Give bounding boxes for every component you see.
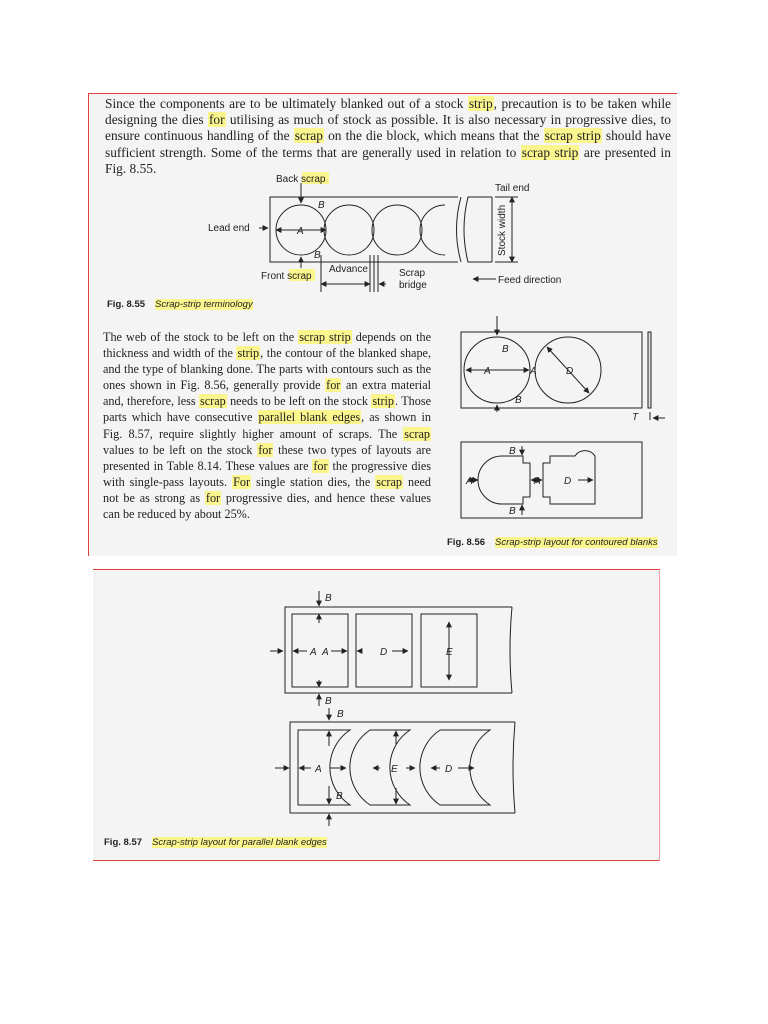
- svg-text:B: B: [515, 395, 522, 406]
- contoured-blank: [478, 456, 530, 504]
- web-paragraph: The web of the stock to be left on the scrap strip depends on the thickness and width of the strip, the contour of the blanked shape, and the type of blanking done. The parts with contours such as the ones shown in Fig. 8.56, generally provide for an extra material and, therefore, less scrap needs to be left on the stock strip. Those parts which have consecutive parallel blank edges, as shown in Fig. 8.57, require slightly higher amount of scraps. The scrap values to be left on the stock for these two types of layouts are presented in Table 8.14. These values are for the progressive dies with single-pass layouts. For single station dies, the scrap need not be as strong as for progressive dies, and hence these values can be reduced by about 25%.: [103, 330, 432, 522]
- fig-855-labels: [208, 172, 561, 291]
- blank-circle: [324, 205, 374, 255]
- feed-direction-label: Feed direction: [498, 275, 562, 286]
- svg-text:D: D: [564, 476, 572, 487]
- svg-text:B: B: [314, 250, 321, 261]
- svg-text:B: B: [325, 696, 332, 707]
- svg-text:T: T: [632, 412, 639, 423]
- svg-text:A: A: [322, 647, 329, 658]
- scrap-bridge-label: Scrap: [399, 268, 426, 279]
- fig-855-caption: Fig. 8.55 Scrap-strip terminology: [107, 299, 253, 310]
- crescent-blank: [420, 730, 490, 805]
- advance-label: Advance: [329, 264, 368, 275]
- svg-text:D: D: [566, 366, 574, 377]
- highlight: scrap strip: [521, 144, 579, 160]
- svg-text:A: A: [310, 647, 317, 658]
- svg-text:B: B: [336, 791, 343, 802]
- svg-text:B: B: [337, 709, 344, 720]
- svg-text:E: E: [446, 647, 453, 658]
- svg-text:E: E: [391, 764, 398, 775]
- svg-text:A: A: [297, 226, 304, 237]
- svg-text:A: A: [530, 366, 537, 377]
- fig-857-diagram: [270, 591, 515, 826]
- highlight: scrap strip: [544, 128, 601, 144]
- tail-end-label: Tail end: [495, 183, 530, 194]
- fig-857-labels: [309, 593, 453, 802]
- svg-text:B: B: [325, 593, 332, 604]
- blank-circle: [372, 205, 422, 255]
- svg-text:A: A: [534, 476, 541, 487]
- svg-text:A: A: [315, 764, 322, 775]
- svg-text:B: B: [318, 200, 325, 211]
- scrap-bridge-label: bridge: [399, 280, 427, 291]
- fig-857-caption: Fig. 8.57 Scrap-strip layout for parallel blank edges: [104, 837, 327, 848]
- svg-text:D: D: [445, 764, 453, 775]
- highlight: for: [208, 112, 225, 128]
- strip-outline: [461, 442, 642, 518]
- highlight: scrap: [294, 128, 323, 144]
- fig-856-caption: Fig. 8.56 Scrap-strip layout for contoured blanks: [447, 537, 658, 548]
- highlight: strip: [468, 96, 493, 111]
- svg-text:B: B: [509, 446, 516, 457]
- intro-paragraph: Since the components are to be ultimately blanked out of a stock strip, precaution is to be taken while designing the dies for utilising as much of stock as possible. It is also necessary in progressive dies, to ensure continuous handling of the scrap on the die block, which means that the scrap strip should have sufficient strength. Some of the terms that are generally used in relation to scrap strip are presented in Fig. 8.55.: [105, 96, 672, 176]
- stock-width-label: Stock width: [497, 204, 508, 256]
- front-scrap-label: Front scrap: [261, 271, 312, 282]
- svg-text:B: B: [509, 506, 516, 517]
- svg-text:B: B: [502, 344, 509, 355]
- svg-text:D: D: [380, 647, 388, 658]
- svg-text:A: A: [466, 476, 473, 487]
- back-scrap-label: Back scrap: [276, 174, 326, 185]
- svg-text:A: A: [484, 366, 491, 377]
- lead-end-label: Lead end: [208, 223, 250, 234]
